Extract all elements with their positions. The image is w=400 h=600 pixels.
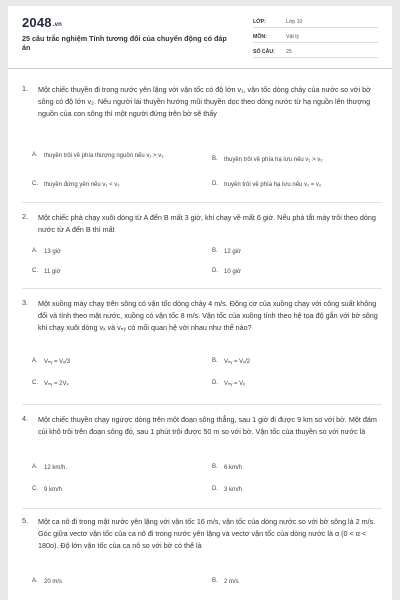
- option-letter: D.: [212, 181, 218, 187]
- question-1: [22, 84, 382, 206]
- document-title: 25 câu trắc nghiệm Tính tương đối của chuyển động có đáp án: [22, 34, 227, 53]
- option-letter: D.: [212, 268, 218, 274]
- meta-value-subject: Vật lý: [286, 33, 299, 40]
- option-c[interactable]: [30, 486, 202, 496]
- option-b[interactable]: [210, 464, 382, 474]
- option-letter: A.: [32, 152, 38, 158]
- option-letter: B.: [212, 464, 218, 470]
- question-number: 1.: [22, 84, 28, 93]
- meta-key-subject: MÔN:: [253, 33, 267, 40]
- option-text: 12 giờ: [224, 249, 241, 255]
- option-b[interactable]: [210, 358, 382, 368]
- option-letter: A.: [32, 358, 38, 364]
- question-text: Một xuồng máy chạy trên sông có vận tốc dòng chảy 4 m/s. Động cơ của xuồng chạy với công suất không đổi và tính theo mặt nước, xuồng có vận tốc 8 m/s. Vận tốc của xuồng tính theo hệ tọa độ gắn với bờ sông khi chạy xuôi dòng vₓ và vₙᵧ có mối quan hệ với nhau như thế nào?: [38, 299, 378, 333]
- logo-main: 2048: [22, 15, 52, 30]
- option-text: Vₙᵧ = 2Vₓ: [44, 381, 69, 387]
- option-c[interactable]: [30, 268, 202, 278]
- header-divider: [8, 68, 392, 69]
- question-separator: [22, 404, 382, 405]
- option-d[interactable]: [210, 181, 382, 191]
- option-c[interactable]: [30, 181, 202, 191]
- option-b[interactable]: [210, 578, 382, 588]
- option-text: Vₙᵧ = Vₓ/3: [44, 359, 71, 365]
- meta-key-class: LỚP:: [253, 18, 266, 25]
- option-letter: A.: [32, 578, 38, 584]
- option-text: 2 m/s: [224, 579, 239, 585]
- meta-value-class: Lớp 10: [286, 18, 303, 25]
- question-3: [22, 298, 382, 408]
- meta-row-count: [253, 46, 378, 58]
- option-text: 6 km/h: [224, 465, 243, 471]
- option-text: 12 km/h.: [44, 465, 68, 471]
- option-a[interactable]: [30, 578, 202, 588]
- option-letter: D.: [212, 486, 218, 492]
- question-4: [22, 414, 382, 512]
- option-text: Vₙᵧ = Vₓ/2: [224, 359, 251, 365]
- option-a[interactable]: [30, 152, 202, 162]
- option-a[interactable]: [30, 358, 202, 368]
- option-letter: B.: [212, 578, 218, 584]
- question-number: 3.: [22, 298, 28, 307]
- option-letter: C.: [32, 268, 38, 274]
- option-letter: A.: [32, 248, 38, 254]
- meta-value-count: 25: [286, 48, 292, 55]
- option-text: thuyền trôi về phía hạ lưu nếu v₁ > v₂: [224, 157, 323, 163]
- question-text: Một chiếc thuyền chạy ngược dòng trên một đoạn sông thẳng, sau 1 giờ đi được 9 km so với bờ. Một đám củi khô trôi trên đoạn sông đó, sau 1 phút trôi được 50 m so với bờ. Vận tốc của thuyền so với nước là: [38, 415, 377, 437]
- option-text: 13 giờ: [44, 249, 61, 255]
- option-d[interactable]: [210, 268, 382, 278]
- question-number: 2.: [22, 212, 28, 221]
- question-text: Một chiếc thuyền đi trong nước yên lặng với vận tốc có độ lớn v₁, vận tốc dòng chảy của nước so với bờ sông có độ lớn v₂. Nếu người lái thuyền hướng mũi thuyền dọc theo dòng nước từ hạ nguồn lên thượng nguồn của con sông thì một người đứng trên bờ sẽ thấy: [38, 85, 371, 119]
- option-text: thuyền trôi về phía thượng nguồn nếu v₁ > v₂: [44, 153, 164, 159]
- option-text: 20 m/s: [44, 579, 63, 585]
- option-text: Vₙᵧ = Vₓ: [224, 381, 246, 387]
- option-letter: A.: [32, 464, 38, 470]
- question-number: 4.: [22, 414, 28, 423]
- question-5: [22, 516, 382, 600]
- meta-key-count: SỐ CÂU:: [253, 48, 275, 55]
- option-b[interactable]: [210, 248, 382, 258]
- option-text: thuyền đứng yên nếu v₁ < v₂: [44, 182, 120, 188]
- option-letter: C.: [32, 380, 38, 386]
- option-b[interactable]: [210, 156, 382, 166]
- option-text: truyền trôi về phía hạ lưu nếu v₁ = v₂: [224, 182, 322, 188]
- site-logo[interactable]: [22, 15, 62, 30]
- option-letter: C.: [32, 486, 38, 492]
- option-letter: D.: [212, 380, 218, 386]
- option-a[interactable]: [30, 464, 202, 474]
- meta-row-subject: [253, 31, 378, 43]
- worksheet-page: [8, 6, 392, 600]
- question-text: Một chiếc phà chạy xuôi dòng từ A đến B mất 3 giờ, khi chạy về mất 6 giờ. Nếu phà tắt máy trôi theo dòng nước từ A đến B thì mất: [38, 213, 376, 235]
- option-c[interactable]: [30, 380, 202, 390]
- option-text: 11 giờ: [44, 269, 61, 275]
- option-a[interactable]: [30, 248, 202, 258]
- option-letter: B.: [212, 248, 218, 254]
- logo-suffix: .vn: [52, 22, 63, 28]
- question-number: 5.: [22, 516, 28, 525]
- option-text: 10 giờ: [224, 269, 241, 275]
- meta-row-class: [253, 16, 378, 28]
- option-letter: C.: [32, 181, 38, 187]
- option-text: 3 km/h: [224, 487, 243, 493]
- option-d[interactable]: [210, 486, 382, 496]
- question-separator: [22, 508, 382, 509]
- page-header: [8, 6, 392, 60]
- document-meta: [253, 16, 378, 61]
- question-text: Một ca nô đi trong mặt nước yên lặng với vận tốc 16 m/s, vận tốc của dòng nước so với bờ sông là 2 m/s. Góc giữa vectơ vận tốc của ca nô đi trong nước yên lặng và vectơ vận tốc của dòng nước là α (0 < α < 180o). Độ lớn vận tốc của ca nô so với bờ có thể là: [38, 517, 376, 551]
- option-letter: B.: [212, 358, 218, 364]
- question-separator: [22, 202, 382, 203]
- option-text: 9 km/h: [44, 487, 63, 493]
- option-letter: B.: [212, 156, 218, 162]
- option-d[interactable]: [210, 380, 382, 390]
- question-separator: [22, 288, 382, 289]
- question-2: [22, 212, 382, 292]
